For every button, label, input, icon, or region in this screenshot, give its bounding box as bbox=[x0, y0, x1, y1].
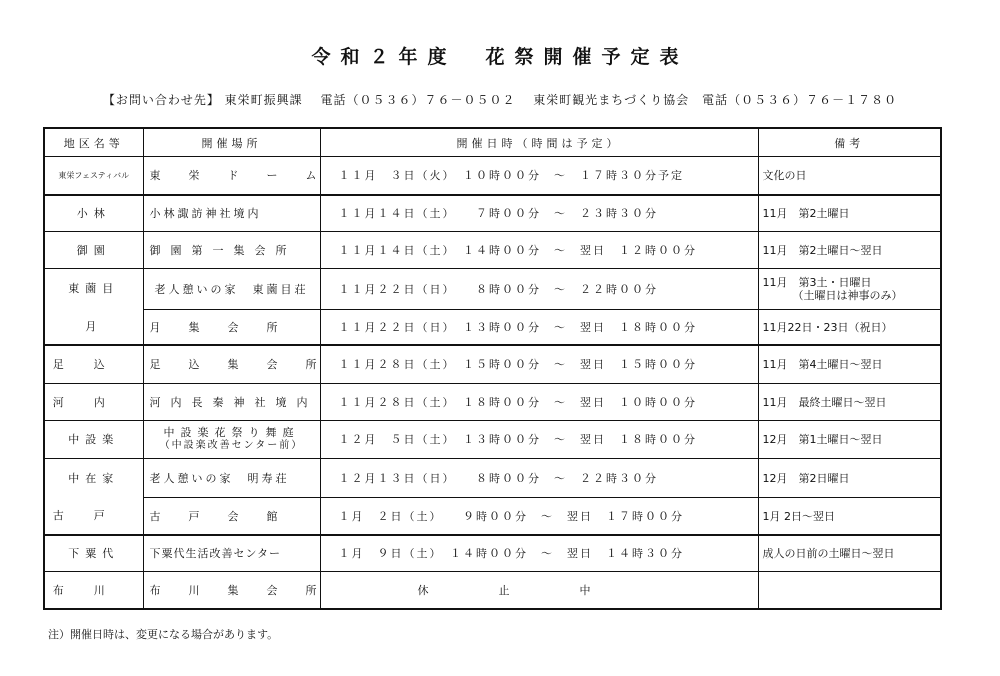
datetime-cell: 休止中 bbox=[320, 572, 758, 609]
table-row bbox=[44, 572, 941, 609]
table-row bbox=[44, 269, 941, 310]
table-row bbox=[44, 195, 941, 232]
note-cell: 12月 第2日曜日 bbox=[758, 458, 941, 498]
table-row bbox=[44, 383, 941, 420]
area-label: 東薗目 bbox=[68, 282, 120, 295]
place-subtext: （中設楽改善センター前） bbox=[159, 440, 304, 451]
place-cell bbox=[143, 420, 320, 458]
area-label: 月 bbox=[85, 320, 103, 333]
datetime-cell: １月 ２日（土） ９時００分 ～ 翌日 １７時００分 bbox=[320, 498, 758, 535]
area-label: 古戸 bbox=[52, 508, 135, 522]
schedule-table bbox=[43, 127, 942, 610]
header-note: 備考 bbox=[758, 128, 941, 157]
place-cell: 布川集会所 bbox=[143, 572, 320, 609]
note-cell: 11月22日・23日（祝日） bbox=[758, 309, 941, 345]
note-cell: 11月 最終土曜日～翌日 bbox=[758, 383, 941, 420]
place-cell: 河内長秦神社境内 bbox=[143, 383, 320, 420]
header-place: 開催場所 bbox=[143, 128, 320, 157]
datetime-cell: １１月２２日（日） １３時００分 ～ 翌日 １８時００分 bbox=[320, 309, 758, 345]
place-cell: 古戸会館 bbox=[143, 498, 320, 535]
table-row bbox=[44, 420, 941, 458]
table-row bbox=[44, 458, 941, 498]
note-cell: 11月 第2土曜日 bbox=[758, 195, 941, 232]
table-row bbox=[44, 535, 941, 572]
area-cell: 下粟代 bbox=[44, 535, 143, 572]
table-row bbox=[44, 345, 941, 383]
datetime-cell: １１月２８日（土） １８時００分 ～ 翌日 １０時００分 bbox=[320, 383, 758, 420]
place-cell: 月集会所 bbox=[143, 309, 320, 345]
datetime-cell: １１月２２日（日） ８時００分 ～ ２２時００分 bbox=[320, 269, 758, 310]
note-cell: 文化の日 bbox=[758, 157, 941, 195]
header-row bbox=[44, 128, 941, 157]
note-subtext: （土曜日は神事のみ） bbox=[792, 288, 903, 302]
datetime-cell: １２月 ５日（土） １３時００分 ～ 翌日 １８時００分 bbox=[320, 420, 758, 458]
place-cell: 下粟代生活改善センター bbox=[143, 535, 320, 572]
datetime-cell: １１月１４日（土） ７時００分 ～ ２３時３０分 bbox=[320, 195, 758, 232]
place-text: 中設楽花祭り舞庭 bbox=[163, 426, 300, 439]
note-cell: 11月 第4土曜日～翌日 bbox=[758, 345, 941, 383]
note-cell bbox=[758, 572, 941, 609]
place-cell: 御園第一集会所 bbox=[143, 232, 320, 269]
place-cell: 足込集会所 bbox=[143, 345, 320, 383]
datetime-cell: １１月 ３日（火） １０時００分 ～ １７時３０分予定 bbox=[320, 157, 758, 195]
note-text: 11月 第3土・日曜日 bbox=[762, 275, 872, 289]
area-cell: 布川 bbox=[44, 572, 143, 609]
note-cell: 成人の日前の土曜日～翌日 bbox=[758, 535, 941, 572]
area-label: 中在家 bbox=[68, 471, 120, 485]
area-cell bbox=[44, 458, 143, 535]
table-row bbox=[44, 309, 941, 345]
place-cell: 東栄ドーム bbox=[143, 157, 320, 195]
contact-info: 【お問い合わせ先】 東栄町振興課 電話（０５３６）７６－０５０２ 東栄町観光まちづくり協会 電話（０５３６）７６－１７８０ bbox=[102, 93, 898, 107]
datetime-cell: １２月１３日（日） ８時００分 ～ ２２時３０分 bbox=[320, 458, 758, 498]
note-cell: 12月 第1土曜日～翌日 bbox=[758, 420, 941, 458]
place-cell: 小林諏訪神社境内 bbox=[143, 195, 320, 232]
area-cell: 御園 bbox=[44, 232, 143, 269]
header-datetime: 開催日時（時間は予定） bbox=[320, 128, 758, 157]
header-area: 地区名等 bbox=[44, 128, 143, 157]
note-cell: 1月 2日～翌日 bbox=[758, 498, 941, 535]
area-cell: 中設楽 bbox=[44, 420, 143, 458]
area-cell: 小林 bbox=[44, 195, 143, 232]
datetime-cell: １１月２８日（土） １５時００分 ～ 翌日 １５時００分 bbox=[320, 345, 758, 383]
area-cell: 足込 bbox=[44, 345, 143, 383]
datetime-cell: １月 ９日（土） １４時００分 ～ 翌日 １４時３０分 bbox=[320, 535, 758, 572]
footnote: 注）開催日時は、変更になる場合があります。 bbox=[48, 628, 279, 641]
table-row bbox=[44, 157, 941, 195]
datetime-cell: １１月１４日（土） １４時００分 ～ 翌日 １２時００分 bbox=[320, 232, 758, 269]
table-row bbox=[44, 232, 941, 269]
page-title: 令和２年度 花祭開催予定表 bbox=[311, 46, 689, 68]
place-cell: 老人憩いの家 東薗目荘 bbox=[143, 269, 320, 310]
place-cell: 老人憩いの家 明寿荘 bbox=[143, 458, 320, 498]
area-cell: 河内 bbox=[44, 383, 143, 420]
area-cell: 東栄フェスティバル bbox=[44, 157, 143, 195]
area-cell bbox=[44, 269, 143, 346]
note-cell bbox=[758, 269, 941, 310]
table-row bbox=[44, 498, 941, 535]
note-cell: 11月 第2土曜日～翌日 bbox=[758, 232, 941, 269]
